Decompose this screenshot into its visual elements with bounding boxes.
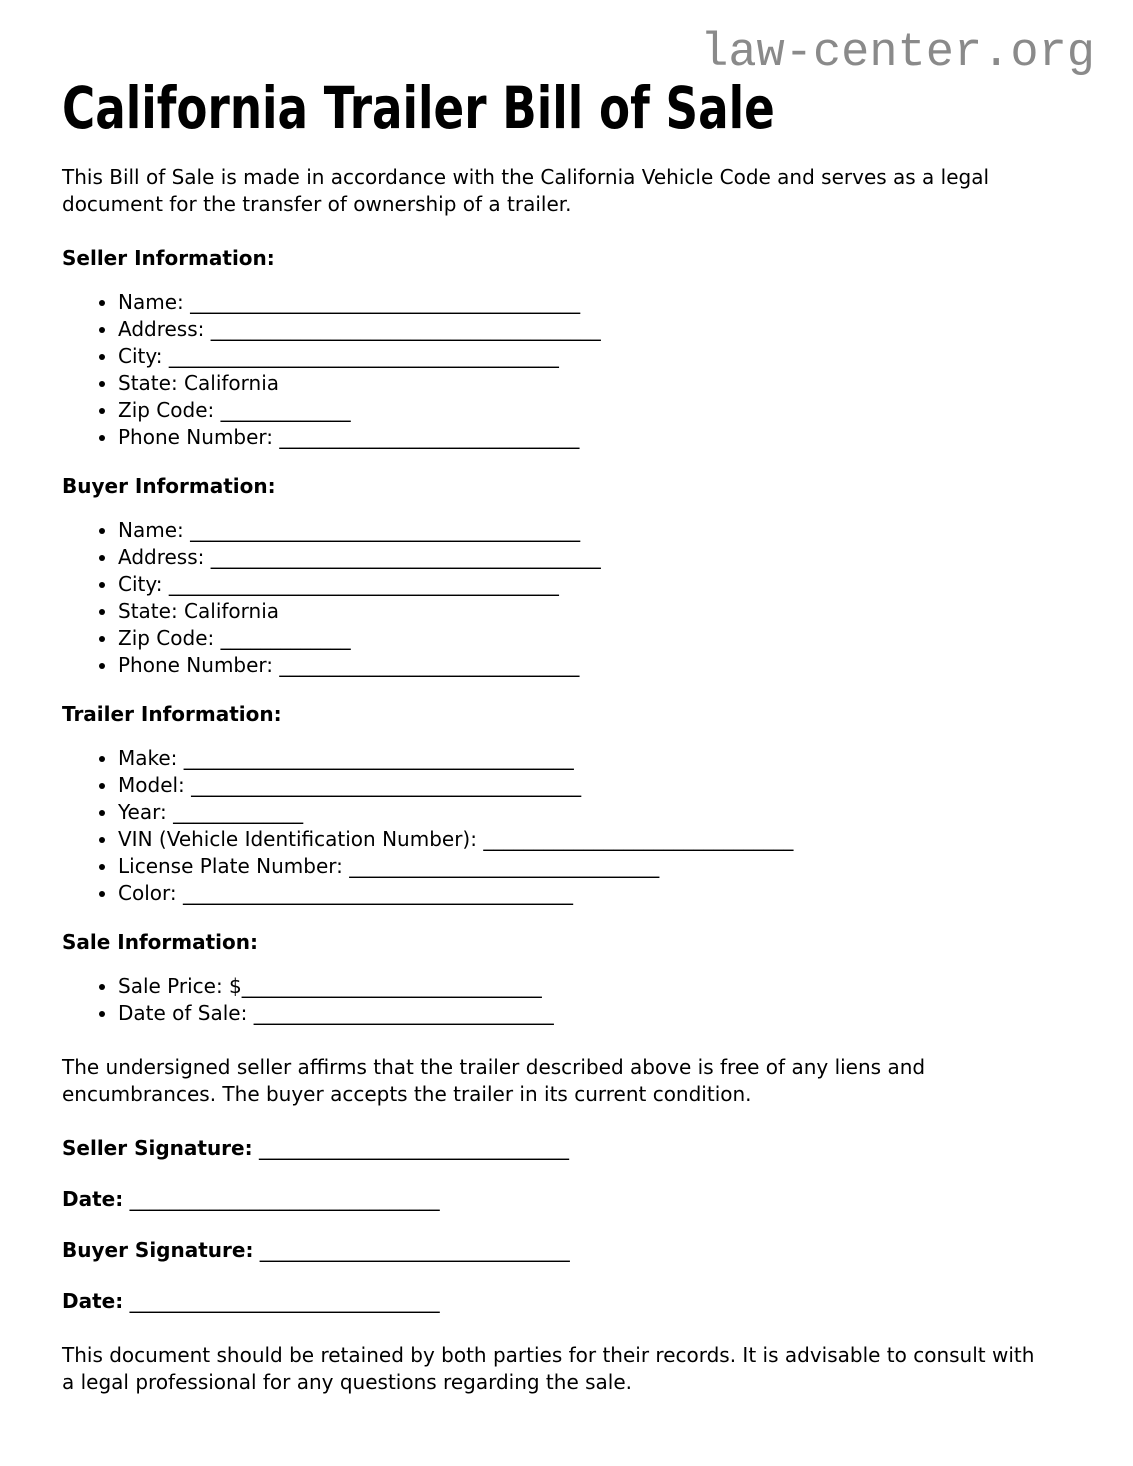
field-label: State: xyxy=(118,599,178,623)
retention-note-paragraph: This document should be retained by both parties for their records. It is advisable to consult with a legal professional for any questions regarding the sale. xyxy=(62,1343,1035,1394)
blank-line: _______________________________ xyxy=(123,1289,440,1313)
trailer-information-heading: Trailer Information: xyxy=(62,702,282,726)
field-label: City: xyxy=(118,572,163,596)
sale-price-field xyxy=(118,973,1095,1000)
field-label: Zip Code: xyxy=(118,398,215,422)
blank-line: ______________________________ xyxy=(247,1001,554,1025)
blank-line: _______________________________ xyxy=(253,1238,570,1262)
buyer-field-list xyxy=(62,517,1095,679)
sale-information-heading: Sale Information: xyxy=(62,930,258,954)
blank-line: ______________________________ xyxy=(273,425,580,449)
seller-zip-field xyxy=(118,397,1095,424)
field-label: Color: xyxy=(118,881,177,905)
blank-line: ______________________________ xyxy=(273,653,580,677)
section-seller-information xyxy=(62,245,1095,451)
field-label: Name: xyxy=(118,290,184,314)
field-label: Address: xyxy=(118,545,205,569)
blank-line: $______________________________ xyxy=(222,974,542,998)
seller-information-heading: Seller Information: xyxy=(62,246,275,270)
blank-line: _______________________________ xyxy=(476,827,794,851)
blank-line: _______________________________________ xyxy=(177,746,574,770)
blank-line: _______________________________________ xyxy=(204,545,601,569)
blank-line: _______________________________________ xyxy=(162,572,559,596)
section-buyer-information xyxy=(62,473,1095,679)
signature-block xyxy=(62,1135,1095,1315)
field-label: License Plate Number: xyxy=(118,854,343,878)
blank-line: _______________________________ xyxy=(342,854,660,878)
blank-line: _____________ xyxy=(166,800,304,824)
buyer-date-label: Date: xyxy=(62,1289,124,1313)
field-label: VIN (Vehicle Identification Number): xyxy=(118,827,477,851)
section-sale-information xyxy=(62,929,1095,1027)
trailer-vin-field xyxy=(118,826,1095,853)
page-title: California Trailer Bill of Sale xyxy=(62,74,775,142)
field-label: Address: xyxy=(118,317,205,341)
field-label: State: xyxy=(118,371,178,395)
blank-line: _____________ xyxy=(214,626,351,650)
field-label: Phone Number: xyxy=(118,425,274,449)
seller-signature-label: Seller Signature: xyxy=(62,1136,253,1160)
seller-name-field xyxy=(118,289,1095,316)
section-trailer-information xyxy=(62,701,1095,907)
trailer-make-field xyxy=(118,745,1095,772)
buyer-city-field xyxy=(118,571,1095,598)
field-label: Model: xyxy=(118,773,185,797)
sale-field-list xyxy=(62,973,1095,1027)
buyer-address-field xyxy=(118,544,1095,571)
field-value: California xyxy=(177,599,280,623)
affirmation-paragraph: The undersigned seller affirms that the trailer described above is free of any liens and encumbrances. The buyer accepts the trailer in its current condition. xyxy=(62,1055,926,1106)
seller-city-field xyxy=(118,343,1095,370)
blank-line: _______________________________________ xyxy=(184,773,582,797)
blank-line: _______________________________ xyxy=(123,1187,440,1211)
blank-line: _______________________________________ xyxy=(204,317,601,341)
seller-phone-field xyxy=(118,424,1095,451)
intro-paragraph: This Bill of Sale is made in accordance with the California Vehicle Code and serves as a legal document for the transfer of ownership of a trailer. xyxy=(62,165,990,216)
buyer-state-field xyxy=(118,598,1095,625)
buyer-zip-field xyxy=(118,625,1095,652)
field-label: Zip Code: xyxy=(118,626,215,650)
field-label: City: xyxy=(118,344,163,368)
field-label: Sale Price: xyxy=(118,974,223,998)
buyer-signature-label: Buyer Signature: xyxy=(62,1238,254,1262)
field-value: California xyxy=(177,371,280,395)
trailer-field-list xyxy=(62,745,1095,907)
field-label: Name: xyxy=(118,518,184,542)
seller-address-field xyxy=(118,316,1095,343)
seller-signature-line xyxy=(62,1135,1042,1162)
trailer-color-field xyxy=(118,880,1095,907)
blank-line: _______________________________________ xyxy=(176,881,573,905)
seller-field-list xyxy=(62,289,1095,451)
blank-line: _______________________________________ xyxy=(183,290,581,314)
seller-state-field xyxy=(118,370,1095,397)
field-label: Phone Number: xyxy=(118,653,274,677)
buyer-phone-field xyxy=(118,652,1095,679)
trailer-year-field xyxy=(118,799,1095,826)
field-label: Year: xyxy=(118,800,167,824)
blank-line: _____________ xyxy=(214,398,351,422)
field-label: Make: xyxy=(118,746,178,770)
buyer-name-field xyxy=(118,517,1095,544)
blank-line: _______________________________________ xyxy=(183,518,581,542)
seller-date-line xyxy=(62,1186,1042,1213)
date-of-sale-field xyxy=(118,1000,1095,1027)
trailer-license-plate-field xyxy=(118,853,1095,880)
blank-line: _______________________________________ xyxy=(162,344,559,368)
seller-date-label: Date: xyxy=(62,1187,124,1211)
buyer-information-heading: Buyer Information: xyxy=(62,474,276,498)
trailer-model-field xyxy=(118,772,1095,799)
site-logo: law-center.org xyxy=(700,27,1095,80)
field-label: Date of Sale: xyxy=(118,1001,248,1025)
blank-line: _______________________________ xyxy=(252,1136,569,1160)
buyer-date-line xyxy=(62,1288,1042,1315)
buyer-signature-line xyxy=(62,1237,1042,1264)
